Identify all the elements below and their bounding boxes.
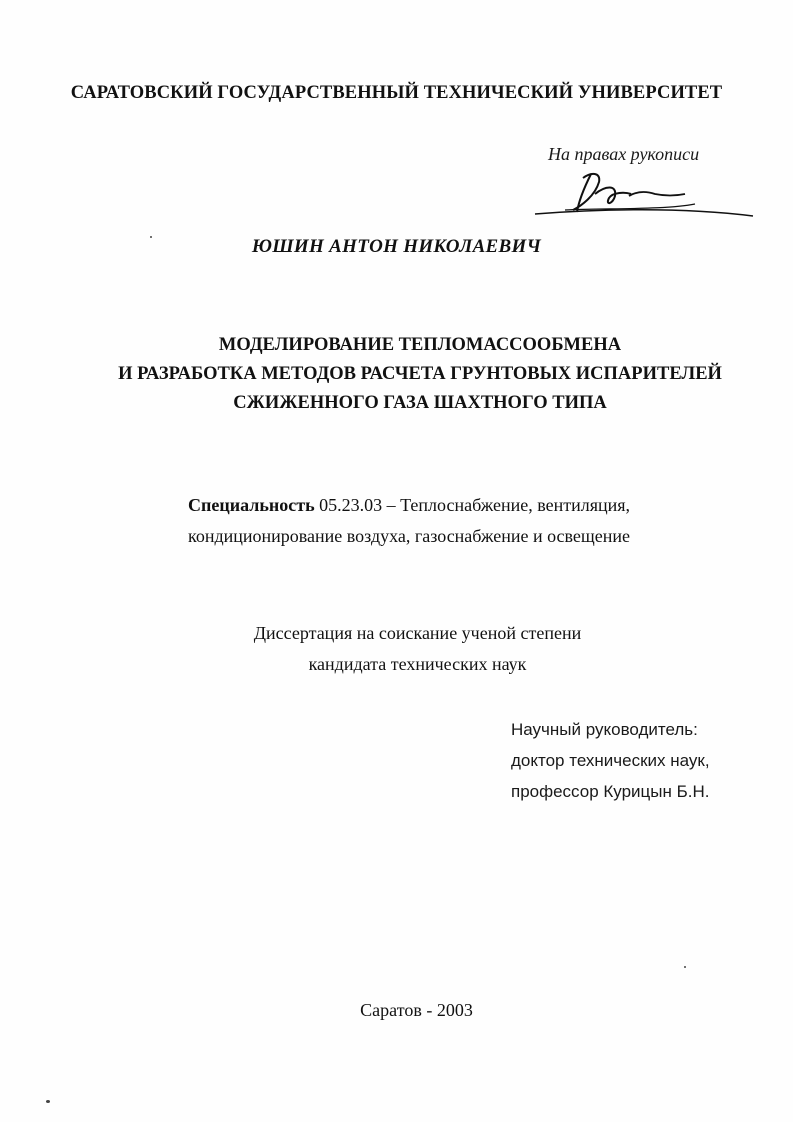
title-line-2: И РАЗРАБОТКА МЕТОДОВ РАСЧЕТА ГРУНТОВЫХ ИСПАРИТЕЛЕЙ (118, 364, 722, 384)
scan-speck (46, 1100, 50, 1103)
dissertation-title (0, 331, 793, 418)
supervisor-name: профессор Курицын Б.Н. (511, 782, 710, 801)
supervisor-degree: доктор технических наук, (511, 751, 710, 770)
supervisor-block (511, 714, 710, 807)
title-line-1: МОДЕЛИРОВАНИЕ ТЕПЛОМАССООБМЕНА (218, 335, 622, 355)
scan-speck (150, 236, 152, 238)
title-line-3: СЖИЖЕННОГО ГАЗА ШАХТНОГО ТИПА (233, 393, 607, 413)
specialty-description: кондиционирование воздуха, газоснабжение и освещение (188, 526, 631, 546)
degree-line-1: Диссертация на соискание ученой степени (253, 623, 582, 643)
handwritten-signature (525, 166, 765, 226)
manuscript-rights-note: На правах рукописи (548, 144, 700, 164)
university-name: САРАТОВСКИЙ ГОСУДАРСТВЕННЫЙ ТЕХНИЧЕСКИЙ УНИВЕРСИТЕТ (70, 83, 723, 103)
degree-statement (0, 618, 793, 680)
city-year: Саратов - 2003 (360, 1000, 473, 1020)
author-name: ЮШИН АНТОН НИКОЛАЕВИЧ (251, 236, 542, 257)
specialty-code: 05.23.03 – Теплоснабжение, вентиляция, (314, 495, 631, 515)
scan-speck (684, 966, 686, 968)
specialty-block (188, 490, 708, 552)
specialty-label: Специальность (188, 495, 315, 515)
degree-line-2: кандидата технических наук (308, 654, 527, 674)
supervisor-role: Научный руководитель: (511, 720, 698, 739)
